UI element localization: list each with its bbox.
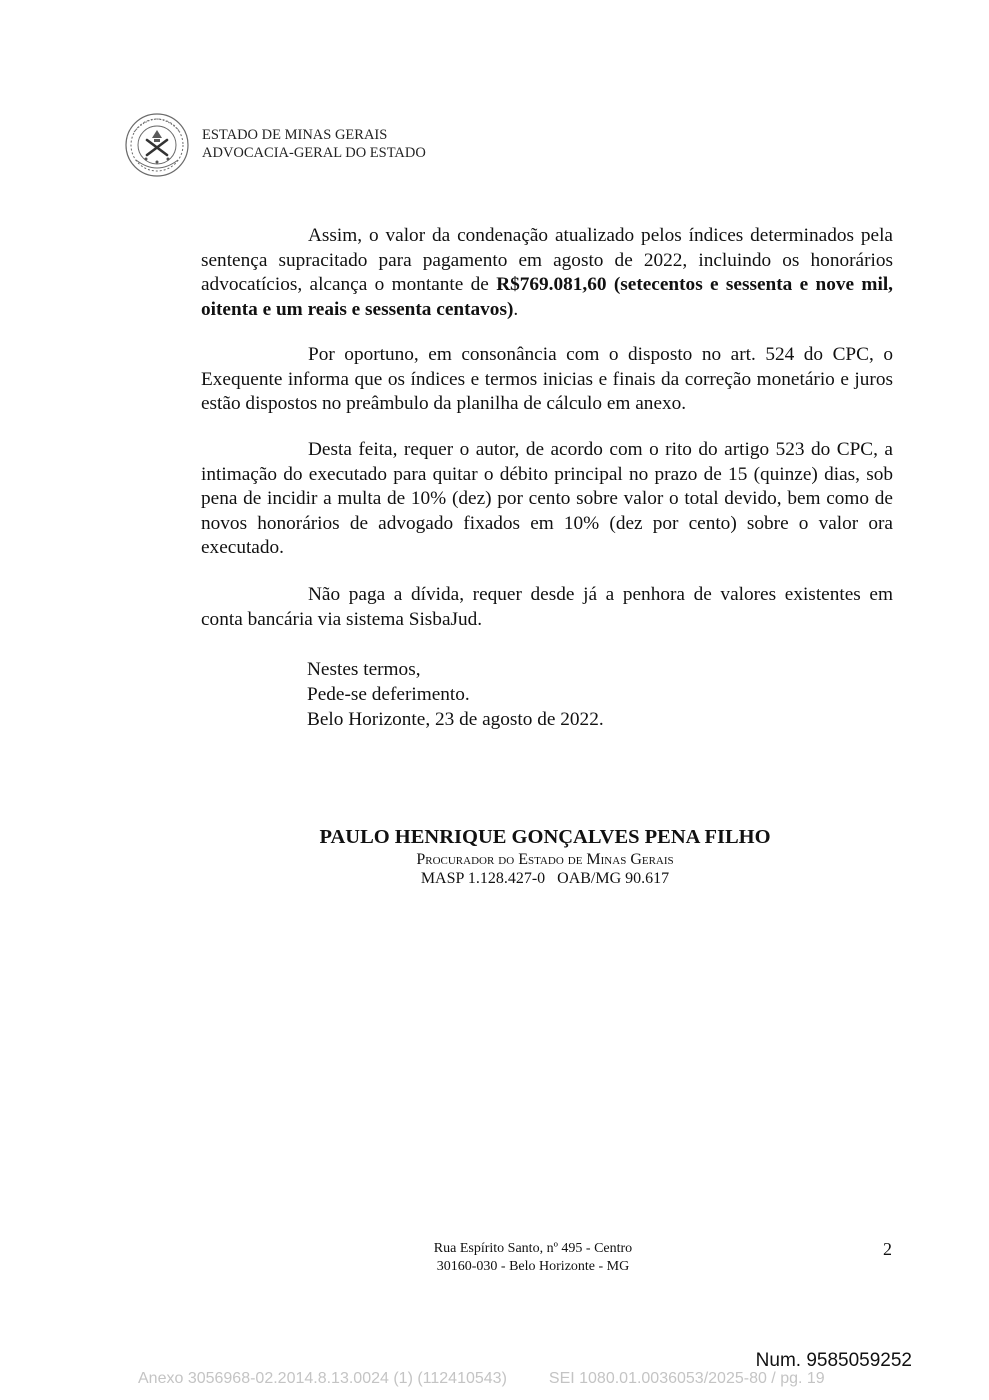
document-number-stamp: Num. 9585059252 [755,1350,912,1371]
paragraph-valuation-end: . [513,298,519,320]
header-state: ESTADO DE MINAS GERAIS [202,127,388,143]
condemnation-amount: R$769.081,60 (setecentos e sessenta e nove mil, oitenta e um reais e sessenta centavos) [201,274,893,320]
closing-terms: Nestes termos, [307,659,421,680]
paragraph-valuation [201,224,893,322]
closing-request: Pede-se deferimento. [307,684,470,705]
footer-address [380,1240,686,1276]
paragraph-garnishment: Não paga a dívida, requer desde já a penhora de valores existentes em conta bancária via sistema SisbaJud. [201,584,893,630]
page-number: 2 [883,1239,892,1259]
paragraph-valuation-text: Assim, o valor da condenação atualizado pelos índices determinados pela sentença supracitado para pagamento em agosto de 2022, incluindo os honorários advocatícios, alcança o montante de [201,225,893,296]
header-organization [202,126,426,162]
watermark-annex: Anexo 3056968-02.2014.8.13.0024 (1) (112410543) [138,1370,507,1387]
footer-address-street: Rua Espírito Santo, nº 495 - Centro [433,1241,633,1256]
paragraph-indices: Por oportuno, em consonância com o disposto no art. 524 do CPC, o Exequente informa que os índices e termos inicias e finais da correção monetário e juros estão dispostos no preâmbulo da planilha de cálculo em anexo. [201,344,893,415]
signature-block [300,824,790,888]
paragraph-request: Desta feita, requer o autor, de acordo com o rito do artigo 523 do CPC, a intimação do executado para quitar o débito principal no prazo de 15 (quinze) dias, sob pena de incidir a multa de 10% (dez) por cento sobre valor o total devido, bem como de novos honorários de advogado fixados em 10% (dez por cento) sobre o valor ora executado. [201,439,893,559]
closing-block [307,657,604,732]
watermark-footer [138,1370,825,1388]
oab-number: OAB/MG 90.617 [557,870,670,887]
signatory-registration [300,869,790,888]
signatory-name: PAULO HENRIQUE GONÇALVES PENA FILHO [319,826,771,848]
closing-place-date: Belo Horizonte, 23 de agosto de 2022. [307,709,604,730]
header-agency: ADVOCACIA-GERAL DO ESTADO [202,145,426,161]
coat-of-arms-icon [124,112,190,178]
masp-number: MASP 1.128.427-0 [420,870,546,887]
watermark-sei: SEI 1080.01.0036053/2025-80 / pg. 19 [548,1370,825,1387]
signatory-title: Procurador do Estado de Minas Gerais [416,851,674,868]
footer-address-city: 30160-030 - Belo Horizonte - MG [436,1259,630,1274]
